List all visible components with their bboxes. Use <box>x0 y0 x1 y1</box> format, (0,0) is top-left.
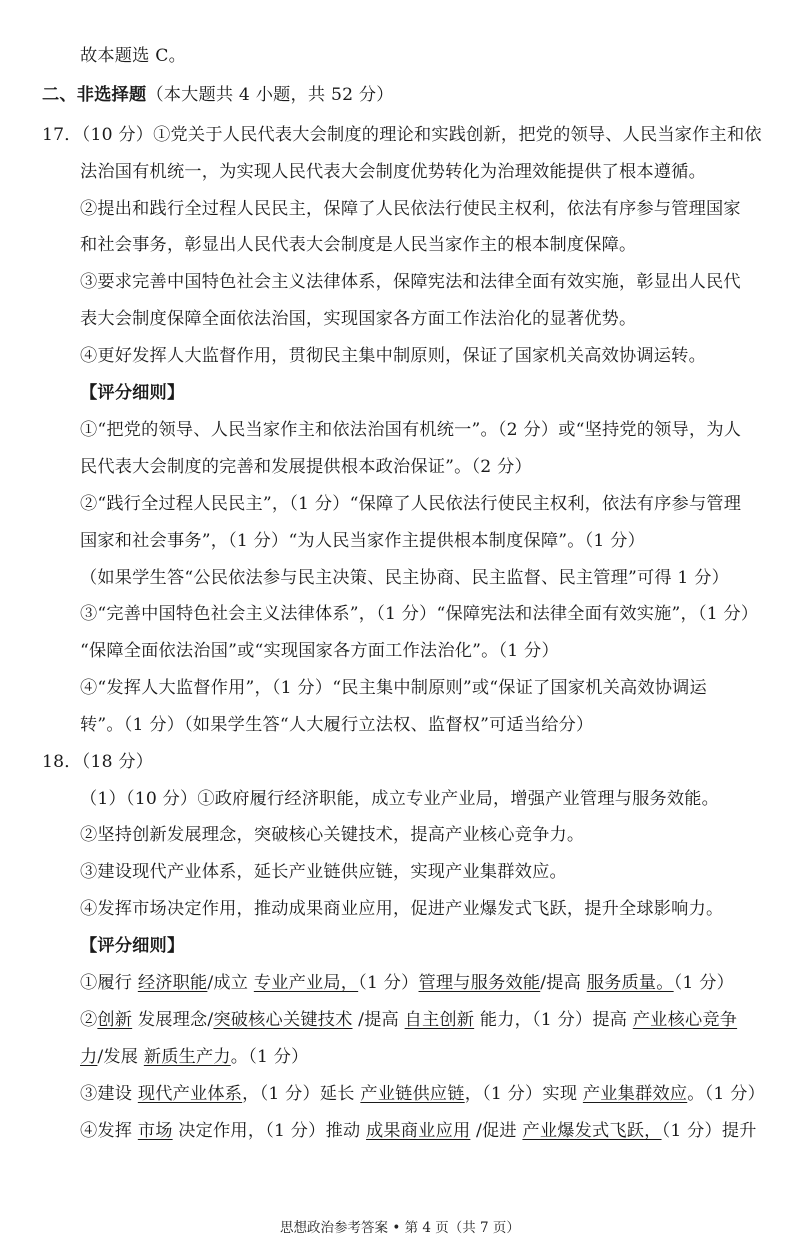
underlined-keyword: 新质生产力 <box>143 1047 231 1067</box>
text-line: 法治国有机统一，为实现人民代表大会制度优势转化为治理效能提供了根本遵循。 <box>80 162 706 182</box>
text-span: （1 分） <box>673 973 735 993</box>
text-line: ④“发挥人大监督作用”，（1 分）“民主集中制原则”或“保证了国家机关高效协调运 <box>80 678 707 698</box>
underlined-keyword: 成果商业应用 <box>366 1121 471 1141</box>
underlined-keyword: 专业产业局， <box>253 973 359 993</box>
underlined-keyword: 产业爆发式飞跃， <box>522 1121 662 1141</box>
underlined-keyword: 现代产业体系 <box>137 1084 243 1104</box>
scoring-line-4 <box>80 1082 765 1106</box>
text-span: /成立 <box>207 973 254 993</box>
text-line: （如果学生答“公民依法参与民主决策、民主协商、民主监督、民主管理”可得 1 分） <box>80 568 730 588</box>
text-line: 故本题选 C。 <box>80 46 186 66</box>
underlined-keyword: 经济职能 <box>137 973 208 993</box>
text-span: /提高 <box>352 1010 405 1030</box>
text-line: 民代表大会制度的完善和发展提供根本政治保证”。（2 分） <box>80 457 532 477</box>
text-span: ③建设 <box>80 1084 138 1104</box>
underlined-keyword: 力 <box>80 1047 98 1067</box>
question-17-line: 17．（10 分）①党关于人民代表大会制度的理论和实践创新，把党的领导、人民当家作主和依 <box>42 125 762 145</box>
text-line: ③建设现代产业体系，延长产业链供应链，实现产业集群效应。 <box>80 862 567 882</box>
text-line: “保障全面依法治国”或“实现国家各方面工作法治化”。（1 分） <box>80 641 559 661</box>
text-span: ② <box>80 1010 98 1030</box>
text-line: 和社会事务，彰显出人民代表大会制度是人民当家作主的根本制度保障。 <box>80 235 637 255</box>
text-span: ④发挥 <box>80 1121 138 1141</box>
section-title: 二、非选择题 <box>42 85 147 105</box>
text-span: 发展理念/ <box>132 1010 214 1030</box>
underlined-keyword: 创新 <box>97 1010 133 1030</box>
scoring-line-5 <box>80 1119 757 1143</box>
scoring-line-3 <box>80 1045 309 1069</box>
text-span: （1 分）提升 <box>661 1121 757 1141</box>
text-line: ④更好发挥人大监督作用，贯彻民主集中制原则，保证了国家机关高效协调运转。 <box>80 346 706 366</box>
scoring-line-1 <box>80 971 734 995</box>
text-span: 。（1 分） <box>230 1047 309 1067</box>
underlined-keyword: 管理与服务效能 <box>418 973 541 993</box>
underlined-keyword: 服务质量。 <box>586 973 674 993</box>
scoring-heading: 【评分细则】 <box>80 383 185 403</box>
text-span: /发展 <box>97 1047 144 1067</box>
underlined-keyword: 产业集群效应 <box>582 1084 688 1104</box>
underlined-keyword: 市场 <box>137 1121 173 1141</box>
text-line: （1）（10 分）①政府履行经济职能，成立专业产业局，增强产业管理与服务效能。 <box>80 789 720 809</box>
underlined-keyword: 自主创新 <box>404 1010 475 1030</box>
text-line: 转”。（1 分）（如果学生答“人大履行立法权、监督权”可适当给分） <box>80 715 594 735</box>
text-span: 决定作用，（1 分）推动 <box>172 1121 367 1141</box>
text-line: 国家和社会事务”，（1 分）“为人民当家作主提供根本制度保障”。（1 分） <box>80 531 645 551</box>
scoring-heading: 【评分细则】 <box>80 936 185 956</box>
text-line: 表大会制度保障全面依法治国，实现国家各方面工作法治化的显著优势。 <box>80 309 637 329</box>
text-line: ④发挥市场决定作用，推动成果商业应用，促进产业爆发式飞跃，提升全球影响力。 <box>80 899 724 919</box>
text-span: 。（1 分） <box>687 1084 765 1104</box>
scoring-line-2 <box>80 1008 737 1032</box>
text-line: ①“把党的领导、人民当家作主和依法治国有机统一”。（2 分）或“坚持党的领导，为人 <box>80 420 742 440</box>
underlined-keyword: 产业链供应链 <box>360 1084 465 1104</box>
text-span: 能力，（1 分）提高 <box>474 1010 633 1030</box>
text-line: ③要求完善中国特色社会主义法律体系，保障宪法和法律全面有效实施，彰显出人民代 <box>80 272 741 292</box>
text-span: /促进 <box>470 1121 523 1141</box>
text-line: ②提出和践行全过程人民民主，保障了人民依法行使民主权利，依法有序参与管理国家 <box>80 199 741 219</box>
text-span: （1 分） <box>358 973 419 993</box>
text-line: ③“完善中国特色社会主义法律体系”，（1 分）“保障宪法和法律全面有效实施”，（1 分） <box>80 604 759 624</box>
section-heading <box>42 83 394 107</box>
text-line: ②坚持创新发展理念，突破核心关键技术，提高产业核心竞争力。 <box>80 825 585 845</box>
underlined-keyword: 产业核心竞争 <box>632 1010 738 1030</box>
text-span: ①履行 <box>80 973 138 993</box>
text-line: ②“践行全过程人民民主”，（1 分）“保障了人民依法行使民主权利，依法有序参与管理 <box>80 494 742 514</box>
text-span: ，（1 分）延长 <box>242 1084 361 1104</box>
text-span: ，（1 分）实现 <box>464 1084 583 1104</box>
text-span: /提高 <box>540 973 587 993</box>
underlined-keyword: 突破核心关键技术 <box>213 1010 353 1030</box>
question-18-line: 18．（18 分） <box>42 752 154 772</box>
page-footer: 思想政治参考答案 • 第 4 页（共 7 页） <box>280 1220 520 1236</box>
section-note: （本大题共 4 小题，共 52 分） <box>146 85 394 105</box>
